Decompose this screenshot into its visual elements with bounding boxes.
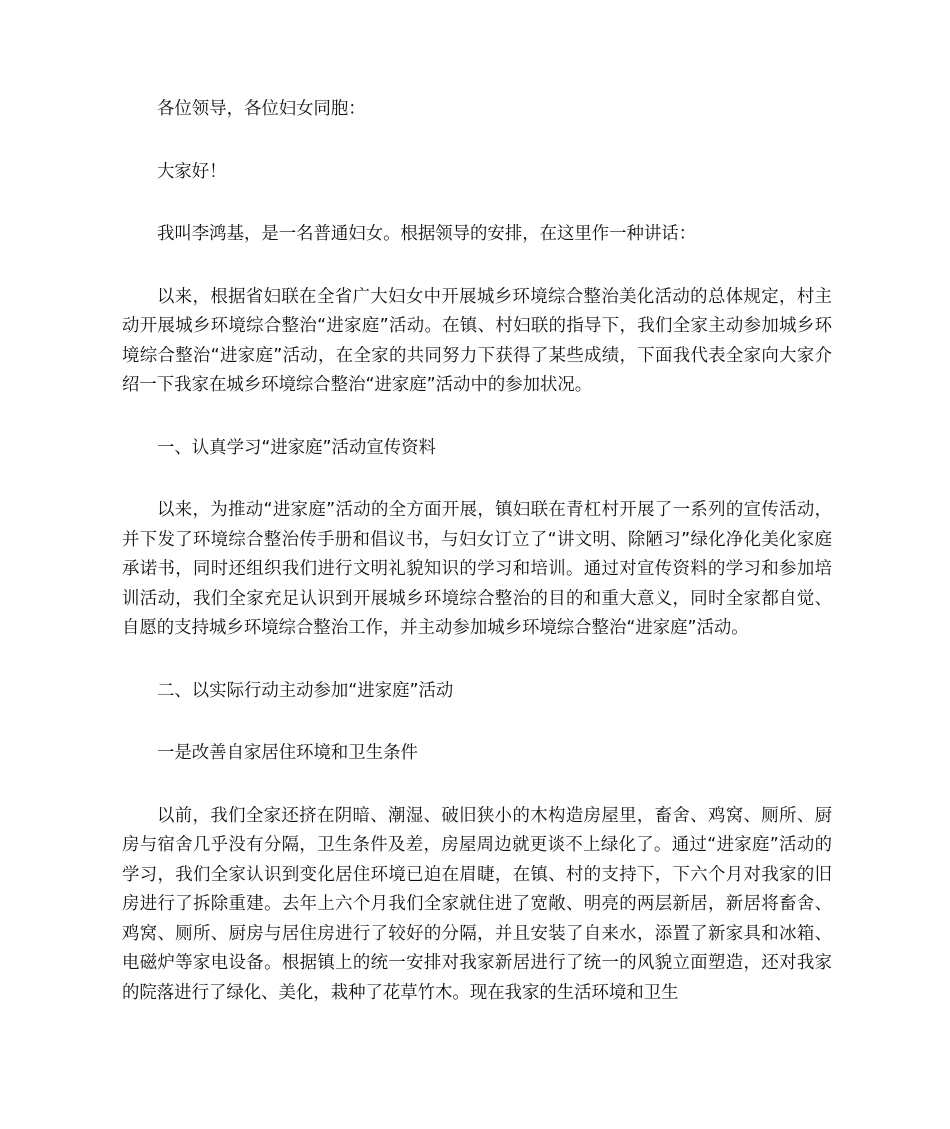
section-heading-2: 二、以实际行动主动参加“进家庭”活动 [157,680,454,701]
section-1-paragraph: 以来，为推动“进家庭”活动的全方面开展，镇妇联在青杠村开展了一系列的宣传活动，并下发了环境综合整治传手册和倡议书，与妇女订立了“讲文明、除陋习”绿化净化美化家庭承诺书，同时还组织我们进行文明礼貌知识的学习和培训。通过对宣传资料的学习和参加培训活动，我们全家充足认识到开展城乡环境综合整治的目的和重大意义，同时全家都自觉、自愿的支持城乡环境综合整治工作，并主动参加城乡环境综合整治“进家庭”活动。 [122,500,832,638]
subheading-1: 一是改善自家居住环境和卫生条件 [157,743,418,763]
section-heading-1: 一、认真学习“进家庭”活动宣传资料 [157,437,436,458]
salutation: 各位领导，各位妇女同胞： [157,99,366,119]
subsection-1-paragraph: 以前，我们全家还挤在阴暗、潮湿、破旧狭小的木构造房屋里，畜舍、鸡窝、厕所、厨房与宿舍几乎没有分隔，卫生条件及差，房屋周边就更谈不上绿化了。通过“进家庭”活动的学习，我们全家认识到变化居住环境已迫在眉睫，在镇、村的支持下，下六个月对我家的旧房进行了拆除重建。去年上六个月我们全家就住进了宽敞、明亮的两层新居，新居将畜舍、鸡窝、厕所、厨房与居住房进行了较好的分隔，并且安装了自来水，添置了新家具和冰箱、电磁炉等家电设备。根据镇上的统一安排对我家新居进行了统一的风貌立面塑造，还对我家的院落进行了绿化、美化，栽种了花草竹木。现在我家的生活环境和卫生 [122,805,832,1003]
greeting: 大家好！ [157,161,227,182]
document-page [122,95,832,1008]
intro-paragraph: 以来，根据省妇联在全省广大妇女中开展城乡环境综合整治美化活动的总体规定，村主动开展城乡环境综合整治“进家庭”活动。在镇、村妇联的指导下，我们全家主动参加城乡环境综合整治“进家庭”活动，在全家的共同努力下获得了某些成绩，下面我代表全家向大家介绍一下我家在城乡环境综合整治“进家庭”活动中的参加状况。 [122,286,832,395]
self-introduction: 我叫李鸿基，是一名普通妇女。根据领导的安排，在这里作一种讲话： [157,224,697,244]
